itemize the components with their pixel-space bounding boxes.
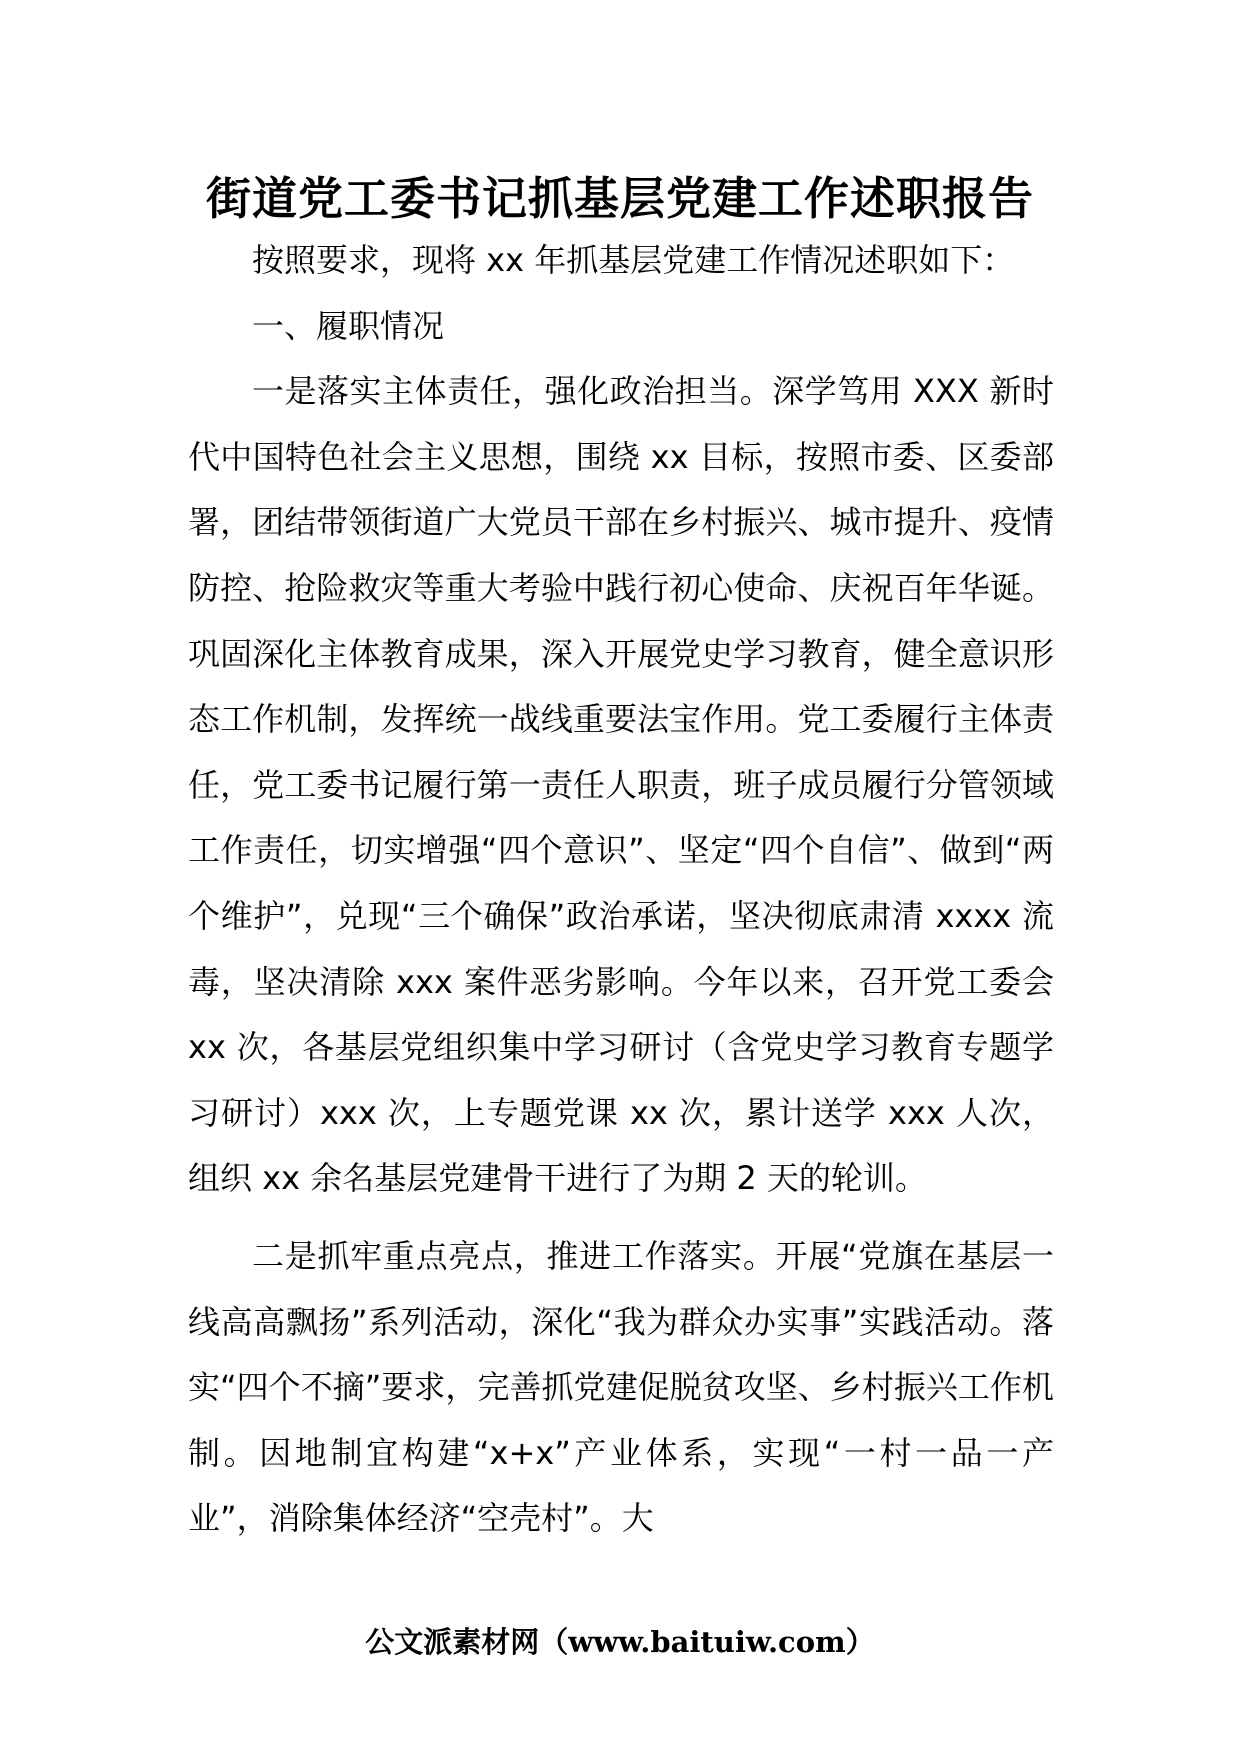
document-title: 街道党工委书记抓基层党建工作述职报告 — [205, 172, 1034, 225]
document-body — [188, 228, 1054, 1552]
section-heading: 一、履职情况 — [252, 306, 445, 345]
footer-watermark-credit: 公文派素材网（www.baituiw.com） — [365, 1625, 875, 1659]
body-paragraph: 二是抓牢重点亮点，推进工作落实。开展“党旗在基层一线高高飘扬”系列活动，深化“我为群众办实事”实践活动。落实“四个不摘”要求，完善抓党建促脱贫攻坚、乡村振兴工作机制。因地制宜构建“x+x”产业体系，实现“一村一品一产业”，消除集体经济“空壳村”。大 — [188, 1236, 1054, 1538]
body-paragraph: 一是落实主体责任，强化政治担当。深学笃用 XXX 新时代中国特色社会主义思想，围绕 xx 目标，按照市委、区委部署，团结带领街道广大党员干部在乡村振兴、城市提升、疫情防控、抢险救灾等重大考验中践行初心使命、庆祝百年华诞。巩固深化主体教育成果，深入开展党史学习教育，健全意识形态工作机制，发挥统一战线重要法宝作用。党工委履行主体责任，党工委书记履行第一责任人职责，班子成员履行分管领域工作责任，切实增强“四个意识”、坚定“四个自信”、做到“两个维护”，兑现“三个确保”政治承诺，坚决彻底肃清 xxxx 流毒，坚决清除 xxx 案件恶劣影响。今年以来，召开党工委会 xx 次，各基层党组织集中学习研讨（含党史学习教育专题学习研讨）xxx 次，上专题党课 xx 次，累计送学 xxx 人次，组织 xx 余名基层党建骨干进行了为期 2 天的轮训。 — [188, 372, 1054, 1198]
intro-paragraph: 按照要求，现将 xx 年抓基层党建工作情况述职如下： — [252, 241, 1015, 279]
